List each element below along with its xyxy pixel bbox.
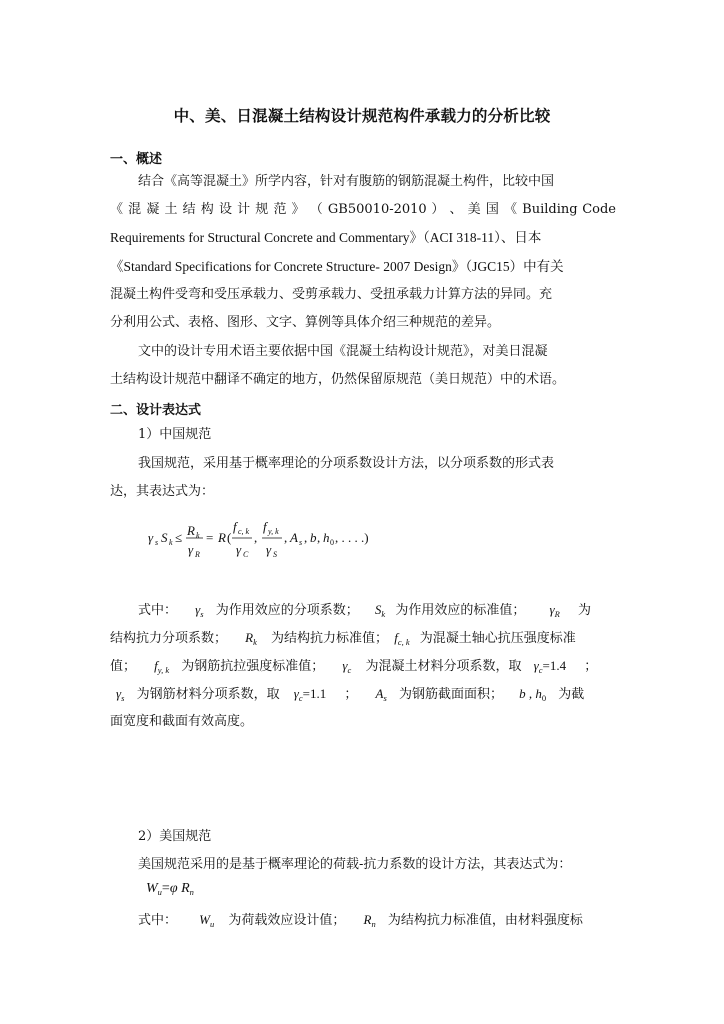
svg-text:f: f (263, 519, 267, 534)
where-clause-line (110, 657, 597, 679)
svg-text:b: b (310, 530, 317, 545)
symbol-gamma-r: $\gamma_R$ (549, 602, 560, 619)
definition-text: 为荷载效应设计值； (228, 913, 346, 928)
svg-text:,: , (254, 530, 258, 545)
definition-text: 为作用效应的分项系数； (215, 603, 359, 618)
definition-text: 为混凝土材料分项系数，取 (365, 659, 522, 674)
svg-text:(: ( (227, 530, 232, 545)
svg-text:k: k (169, 538, 173, 547)
svg-text:γ: γ (148, 530, 154, 545)
svg-text:k: k (196, 531, 200, 540)
value-gamma-c: =1.4 (542, 658, 567, 673)
symbol-gamma-s: $\gamma_s$ (195, 602, 204, 619)
where-label: 式中： (138, 913, 178, 928)
svg-text:0: 0 (330, 538, 334, 547)
subsection-heading-china: 1）中国规范 (138, 427, 212, 442)
where-clause-line (138, 911, 583, 933)
paragraph-line: 达，其表达式为： (110, 484, 215, 499)
svg-text:S: S (161, 530, 168, 545)
svg-text:γ: γ (266, 542, 272, 557)
svg-text:y, k: y, k (268, 527, 279, 536)
definition-text: 为混凝土轴心抗压强度标准 (419, 631, 576, 646)
paragraph-line: 结合《高等混凝土》所学内容，针对有腹筋的钢筋混凝土构件，比较中国 (138, 174, 555, 189)
where-label: 式中： (138, 603, 178, 618)
svg-text:R: R (195, 550, 200, 559)
paragraph-line: 土结构设计规范中翻译不确定的地方，仍然保留原规范（美日规范）中的术语。 (110, 372, 566, 387)
where-clause-line (110, 629, 576, 651)
paragraph-line: 《 混 凝 土 结 构 设 计 规 范 》 （ GB50010-2010 ） 、 美 国 《 Building Code (110, 202, 616, 217)
symbol-gamma-s2: $\gamma_s$ (116, 686, 125, 703)
definition-text: 为结构抗力标准值； (271, 631, 389, 646)
paragraph-line: 美国规范采用的是基于概率理论的荷载-抗力系数的设计方法，其表达式为： (138, 857, 572, 872)
design-equation-us: $W_u=\varphi$ $R_n$ (146, 881, 194, 897)
svg-text:C: C (243, 550, 249, 559)
design-equation-china (146, 514, 386, 560)
svg-text:s: s (155, 538, 159, 547)
paragraph-line: 我国规范，采用基于概率理论的分项系数设计方法，以分项系数的形式表 (138, 456, 555, 471)
paragraph-line: 分利用公式、表格、图形、文字、算例等具体介绍三种规范的差异。 (110, 315, 501, 330)
symbol-r-n: $R_n$ (363, 912, 376, 929)
paragraph-line: Requirements for Structural Concrete and Commentary》（ACI 318-11）、日本 (110, 230, 542, 245)
document-title: 中、美、日混凝土结构设计规范构件承载力的分析比较 (173, 107, 551, 125)
symbol-gamma-c: $\gamma_c$ (342, 658, 352, 675)
svg-text:γ: γ (236, 542, 242, 557)
definition-text: 为结构抗力标准值，由材料强度标 (387, 913, 583, 928)
definition-text: 为截 (558, 687, 585, 702)
svg-text:,: , (304, 530, 308, 545)
svg-text:h: h (323, 530, 330, 545)
punctuation: ； (584, 659, 598, 674)
svg-text:f: f (233, 519, 237, 534)
subsection-heading-us: 2）美国规范 (138, 829, 212, 844)
symbol-f-ck: $f_{c, k}$ (394, 630, 410, 647)
definition-text: 为钢筋抗拉强度标准值； (181, 659, 325, 674)
symbol-gamma-c-value: $\gamma_c$ (533, 658, 543, 675)
svg-text:,: , (317, 530, 321, 545)
symbol-gamma-s2-value: $\gamma_c$ (293, 686, 303, 703)
definition-text: 值； (110, 659, 137, 674)
where-clause-line: 面宽度和截面有效高度。 (110, 714, 254, 729)
svg-text:s: s (299, 538, 303, 547)
definition-text: 为作用效应的标准值； (395, 603, 526, 618)
symbol-w-u: $W_u$ (199, 912, 215, 929)
symbol-a-s: $A_s$ (375, 686, 387, 703)
where-clause-line (116, 685, 584, 707)
symbol-b-h0: b , $h_0$ (519, 686, 547, 703)
svg-text:S: S (273, 550, 277, 559)
paragraph-line: 混凝土构件受弯和受压承载力、受剪承载力、受扭承载力计算方法的异同。充 (110, 287, 553, 302)
symbol-f-yk: $f_{y, k}$ (154, 658, 170, 675)
paragraph-line: 文中的设计专用术语主要依据中国《混凝土结构设计规范》，对美日混凝 (138, 344, 548, 359)
definition-text: 为 (577, 603, 591, 618)
symbol-r-k: $R_k$ (245, 630, 257, 647)
symbol-s-k: $S_k$ (374, 602, 386, 619)
definition-text: 为钢筋截面面积； (398, 687, 503, 702)
paragraph-line: 《Standard Specifications for Concrete Structure- 2007 Design》（JGC15）中有关 (110, 259, 564, 274)
section-heading-design-expression: 二、设计表达式 (110, 403, 202, 418)
punctuation: ； (344, 687, 358, 702)
svg-text:,: , (284, 530, 288, 545)
svg-text:R: R (218, 530, 226, 545)
definition-text: 结构抗力分项系数； (110, 631, 228, 646)
svg-text:, . . . .): , . . . .) (335, 530, 369, 545)
value-gamma-s: =1.1 (302, 686, 327, 701)
svg-text:=: = (206, 530, 214, 545)
where-clause-line (138, 601, 591, 623)
section-heading-overview: 一、概述 (110, 152, 163, 167)
svg-text:c, k: c, k (238, 527, 250, 536)
definition-text: 为钢筋材料分项系数，取 (136, 687, 280, 702)
svg-text:R: R (187, 523, 195, 538)
svg-text:γ: γ (188, 542, 194, 557)
svg-text:≤: ≤ (175, 530, 183, 545)
svg-text:A: A (290, 530, 298, 545)
